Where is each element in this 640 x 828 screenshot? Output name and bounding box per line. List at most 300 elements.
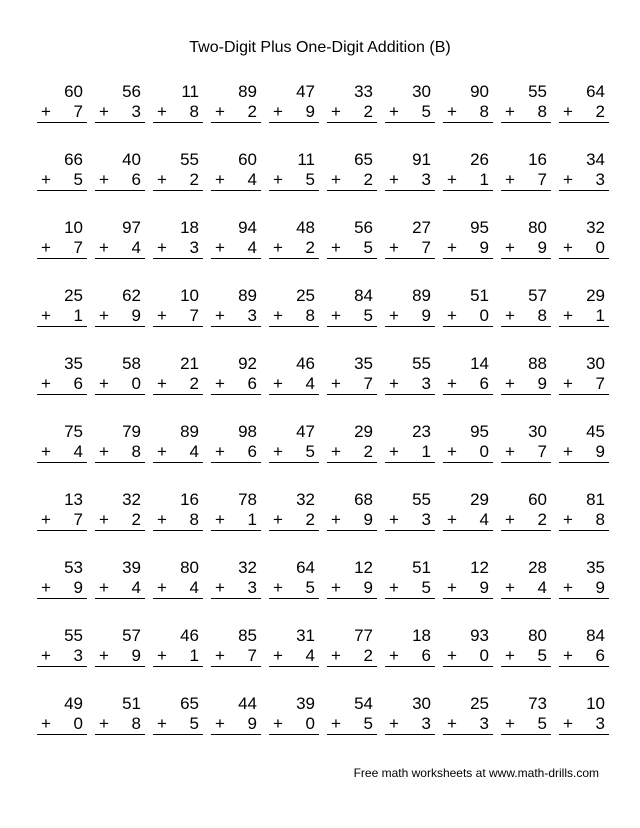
addition-problem xyxy=(145,287,203,355)
plus-sign: + xyxy=(505,510,515,529)
answer-line xyxy=(385,307,435,327)
first-addend: 55 xyxy=(412,354,431,373)
second-addend: 1 xyxy=(247,510,257,529)
plus-sign: + xyxy=(447,442,457,461)
answer-line xyxy=(95,647,145,667)
plus-sign: + xyxy=(389,238,399,257)
second-addend: 6 xyxy=(479,374,489,393)
plus-sign: + xyxy=(505,102,515,121)
first-addend: 62 xyxy=(122,286,141,305)
addition-problem xyxy=(319,219,377,287)
second-addend: 0 xyxy=(479,306,489,325)
addition-problem xyxy=(29,695,87,763)
second-addend: 5 xyxy=(363,714,373,733)
second-addend: 5 xyxy=(305,442,315,461)
second-addend: 7 xyxy=(537,442,547,461)
plus-sign: + xyxy=(331,374,341,393)
answer-line xyxy=(501,443,551,463)
addition-problem xyxy=(435,423,493,491)
plus-sign: + xyxy=(273,578,283,597)
addition-problem xyxy=(435,287,493,355)
second-addend: 6 xyxy=(421,646,431,665)
plus-sign: + xyxy=(331,306,341,325)
addition-problem xyxy=(435,695,493,763)
addition-problem xyxy=(203,423,261,491)
addition-problem xyxy=(261,695,319,763)
second-addend: 7 xyxy=(73,102,83,121)
addition-problem xyxy=(145,423,203,491)
answer-line xyxy=(153,171,203,191)
first-addend: 23 xyxy=(412,422,431,441)
second-addend: 2 xyxy=(363,170,373,189)
problem-row xyxy=(29,355,609,423)
plus-sign: + xyxy=(505,442,515,461)
addition-problem xyxy=(87,695,145,763)
second-addend: 7 xyxy=(537,170,547,189)
addition-problem xyxy=(377,83,435,151)
second-addend: 8 xyxy=(537,102,547,121)
answer-line xyxy=(385,375,435,395)
answer-line xyxy=(211,443,261,463)
answer-line xyxy=(269,647,319,667)
addition-problem xyxy=(493,491,551,559)
addition-problem xyxy=(435,355,493,423)
answer-line xyxy=(211,103,261,123)
answer-line xyxy=(211,511,261,531)
answer-line xyxy=(153,375,203,395)
addition-problem xyxy=(145,491,203,559)
plus-sign: + xyxy=(99,646,109,665)
addition-problem xyxy=(493,83,551,151)
plus-sign: + xyxy=(215,238,225,257)
second-addend: 1 xyxy=(73,306,83,325)
first-addend: 85 xyxy=(238,626,257,645)
answer-line xyxy=(559,715,609,735)
first-addend: 11 xyxy=(297,150,315,169)
first-addend: 32 xyxy=(238,558,257,577)
addition-problem xyxy=(29,627,87,695)
answer-line xyxy=(385,239,435,259)
addition-problem xyxy=(319,355,377,423)
plus-sign: + xyxy=(157,102,167,121)
plus-sign: + xyxy=(99,442,109,461)
plus-sign: + xyxy=(99,714,109,733)
answer-line xyxy=(443,307,493,327)
first-addend: 25 xyxy=(296,286,315,305)
plus-sign: + xyxy=(41,238,51,257)
first-addend: 26 xyxy=(470,150,489,169)
plus-sign: + xyxy=(505,170,515,189)
addition-problem xyxy=(377,423,435,491)
addition-problem xyxy=(377,287,435,355)
second-addend: 9 xyxy=(537,238,547,257)
answer-line xyxy=(153,307,203,327)
first-addend: 80 xyxy=(528,626,547,645)
second-addend: 0 xyxy=(131,374,141,393)
plus-sign: + xyxy=(215,442,225,461)
second-addend: 2 xyxy=(363,646,373,665)
answer-line xyxy=(211,239,261,259)
answer-line xyxy=(443,579,493,599)
addition-problem xyxy=(87,559,145,627)
addition-problem xyxy=(493,627,551,695)
answer-line xyxy=(501,171,551,191)
first-addend: 46 xyxy=(296,354,315,373)
addition-problem xyxy=(203,355,261,423)
answer-line xyxy=(443,647,493,667)
plus-sign: + xyxy=(563,374,573,393)
addition-problem xyxy=(29,491,87,559)
plus-sign: + xyxy=(273,714,283,733)
second-addend: 0 xyxy=(595,238,605,257)
second-addend: 5 xyxy=(363,238,373,257)
problem-row xyxy=(29,423,609,491)
answer-line xyxy=(153,239,203,259)
plus-sign: + xyxy=(563,170,573,189)
first-addend: 13 xyxy=(64,490,83,509)
second-addend: 7 xyxy=(73,238,83,257)
addition-problem xyxy=(377,219,435,287)
answer-line xyxy=(37,715,87,735)
plus-sign: + xyxy=(41,170,51,189)
plus-sign: + xyxy=(99,238,109,257)
first-addend: 34 xyxy=(586,150,605,169)
plus-sign: + xyxy=(331,238,341,257)
plus-sign: + xyxy=(157,578,167,597)
answer-line xyxy=(95,443,145,463)
second-addend: 6 xyxy=(595,646,605,665)
addition-problem xyxy=(377,491,435,559)
plus-sign: + xyxy=(41,510,51,529)
plus-sign: + xyxy=(215,102,225,121)
answer-line xyxy=(211,579,261,599)
answer-line xyxy=(327,307,377,327)
plus-sign: + xyxy=(389,646,399,665)
first-addend: 30 xyxy=(586,354,605,373)
second-addend: 7 xyxy=(595,374,605,393)
answer-line xyxy=(95,171,145,191)
plus-sign: + xyxy=(331,170,341,189)
addition-problem xyxy=(145,219,203,287)
plus-sign: + xyxy=(157,170,167,189)
first-addend: 10 xyxy=(180,286,199,305)
second-addend: 5 xyxy=(73,170,83,189)
first-addend: 88 xyxy=(528,354,547,373)
answer-line xyxy=(37,511,87,531)
first-addend: 54 xyxy=(354,694,373,713)
first-addend: 65 xyxy=(180,694,199,713)
answer-line xyxy=(559,375,609,395)
answer-line xyxy=(269,103,319,123)
plus-sign: + xyxy=(157,714,167,733)
first-addend: 12 xyxy=(354,558,373,577)
second-addend: 7 xyxy=(363,374,373,393)
plus-sign: + xyxy=(157,306,167,325)
first-addend: 18 xyxy=(180,218,199,237)
plus-sign: + xyxy=(99,102,109,121)
answer-line xyxy=(443,239,493,259)
answer-line xyxy=(385,647,435,667)
second-addend: 3 xyxy=(421,374,431,393)
plus-sign: + xyxy=(41,714,51,733)
second-addend: 7 xyxy=(189,306,199,325)
first-addend: 10 xyxy=(64,218,83,237)
second-addend: 2 xyxy=(305,510,315,529)
plus-sign: + xyxy=(563,714,573,733)
addition-problem xyxy=(29,355,87,423)
plus-sign: + xyxy=(447,714,457,733)
first-addend: 60 xyxy=(528,490,547,509)
answer-line xyxy=(153,647,203,667)
addition-problem xyxy=(203,83,261,151)
second-addend: 3 xyxy=(247,306,257,325)
addition-problem xyxy=(319,491,377,559)
first-addend: 51 xyxy=(122,694,141,713)
first-addend: 84 xyxy=(354,286,373,305)
addition-problem xyxy=(87,83,145,151)
second-addend: 5 xyxy=(421,578,431,597)
addition-problem xyxy=(551,355,609,423)
answer-line xyxy=(385,715,435,735)
answer-line xyxy=(385,511,435,531)
first-addend: 65 xyxy=(354,150,373,169)
plus-sign: + xyxy=(157,374,167,393)
first-addend: 64 xyxy=(296,558,315,577)
plus-sign: + xyxy=(331,102,341,121)
first-addend: 90 xyxy=(470,82,489,101)
plus-sign: + xyxy=(215,170,225,189)
addition-problem xyxy=(493,219,551,287)
second-addend: 9 xyxy=(363,510,373,529)
second-addend: 1 xyxy=(479,170,489,189)
addition-problem xyxy=(203,627,261,695)
second-addend: 5 xyxy=(537,714,547,733)
plus-sign: + xyxy=(157,238,167,257)
plus-sign: + xyxy=(331,646,341,665)
answer-line xyxy=(501,579,551,599)
first-addend: 58 xyxy=(122,354,141,373)
plus-sign: + xyxy=(505,374,515,393)
first-addend: 32 xyxy=(296,490,315,509)
second-addend: 9 xyxy=(479,238,489,257)
addition-problem xyxy=(203,287,261,355)
first-addend: 89 xyxy=(180,422,199,441)
first-addend: 64 xyxy=(586,82,605,101)
answer-line xyxy=(501,103,551,123)
second-addend: 9 xyxy=(305,102,315,121)
answer-line xyxy=(95,375,145,395)
answer-line xyxy=(95,103,145,123)
addition-problem xyxy=(261,627,319,695)
first-addend: 21 xyxy=(180,354,199,373)
first-addend: 16 xyxy=(180,490,199,509)
addition-problem xyxy=(551,695,609,763)
addition-problem xyxy=(493,355,551,423)
first-addend: 31 xyxy=(296,626,315,645)
addition-problem xyxy=(87,491,145,559)
second-addend: 3 xyxy=(73,646,83,665)
second-addend: 0 xyxy=(479,442,489,461)
plus-sign: + xyxy=(563,306,573,325)
answer-line xyxy=(95,307,145,327)
plus-sign: + xyxy=(331,714,341,733)
plus-sign: + xyxy=(447,578,457,597)
addition-problem xyxy=(377,559,435,627)
second-addend: 7 xyxy=(421,238,431,257)
answer-line xyxy=(385,579,435,599)
first-addend: 25 xyxy=(470,694,489,713)
answer-line xyxy=(37,647,87,667)
first-addend: 95 xyxy=(470,218,489,237)
answer-line xyxy=(443,103,493,123)
answer-line xyxy=(559,443,609,463)
second-addend: 4 xyxy=(305,374,315,393)
answer-line xyxy=(327,511,377,531)
answer-line xyxy=(153,715,203,735)
problem-row xyxy=(29,287,609,355)
plus-sign: + xyxy=(41,102,51,121)
addition-problem xyxy=(435,151,493,219)
plus-sign: + xyxy=(331,442,341,461)
second-addend: 4 xyxy=(537,578,547,597)
plus-sign: + xyxy=(41,578,51,597)
plus-sign: + xyxy=(215,646,225,665)
plus-sign: + xyxy=(215,510,225,529)
plus-sign: + xyxy=(273,238,283,257)
first-addend: 35 xyxy=(354,354,373,373)
addition-problem xyxy=(203,491,261,559)
first-addend: 46 xyxy=(180,626,199,645)
first-addend: 18 xyxy=(412,626,431,645)
first-addend: 89 xyxy=(238,286,257,305)
answer-line xyxy=(501,307,551,327)
second-addend: 9 xyxy=(537,374,547,393)
plus-sign: + xyxy=(505,306,515,325)
answer-line xyxy=(327,715,377,735)
addition-problem xyxy=(319,287,377,355)
first-addend: 45 xyxy=(586,422,605,441)
second-addend: 7 xyxy=(73,510,83,529)
second-addend: 9 xyxy=(595,578,605,597)
plus-sign: + xyxy=(99,306,109,325)
second-addend: 0 xyxy=(73,714,83,733)
second-addend: 2 xyxy=(305,238,315,257)
second-addend: 5 xyxy=(189,714,199,733)
first-addend: 68 xyxy=(354,490,373,509)
plus-sign: + xyxy=(563,442,573,461)
addition-problem xyxy=(29,151,87,219)
answer-line xyxy=(559,239,609,259)
plus-sign: + xyxy=(331,578,341,597)
second-addend: 8 xyxy=(131,714,141,733)
first-addend: 89 xyxy=(412,286,431,305)
first-addend: 55 xyxy=(412,490,431,509)
second-addend: 3 xyxy=(421,170,431,189)
addition-problem xyxy=(87,627,145,695)
plus-sign: + xyxy=(273,170,283,189)
problem-row xyxy=(29,83,609,151)
second-addend: 2 xyxy=(189,170,199,189)
second-addend: 6 xyxy=(73,374,83,393)
answer-line xyxy=(559,511,609,531)
addition-problem xyxy=(261,559,319,627)
second-addend: 9 xyxy=(479,578,489,597)
problem-row xyxy=(29,627,609,695)
answer-line xyxy=(269,511,319,531)
second-addend: 9 xyxy=(595,442,605,461)
first-addend: 25 xyxy=(64,286,83,305)
answer-line xyxy=(327,375,377,395)
addition-problem xyxy=(551,151,609,219)
addition-problem xyxy=(319,695,377,763)
first-addend: 30 xyxy=(528,422,547,441)
first-addend: 32 xyxy=(122,490,141,509)
first-addend: 10 xyxy=(586,694,605,713)
answer-line xyxy=(153,511,203,531)
addition-problem xyxy=(29,423,87,491)
second-addend: 1 xyxy=(595,306,605,325)
first-addend: 29 xyxy=(354,422,373,441)
plus-sign: + xyxy=(273,306,283,325)
answer-line xyxy=(443,511,493,531)
addition-problem xyxy=(493,151,551,219)
answer-line xyxy=(153,103,203,123)
plus-sign: + xyxy=(389,374,399,393)
plus-sign: + xyxy=(389,102,399,121)
plus-sign: + xyxy=(157,510,167,529)
answer-line xyxy=(269,715,319,735)
answer-line xyxy=(385,443,435,463)
plus-sign: + xyxy=(41,306,51,325)
first-addend: 51 xyxy=(470,286,489,305)
plus-sign: + xyxy=(563,238,573,257)
first-addend: 80 xyxy=(180,558,199,577)
addition-problem xyxy=(203,219,261,287)
problem-row xyxy=(29,695,609,763)
addition-problem xyxy=(551,287,609,355)
second-addend: 4 xyxy=(305,646,315,665)
first-addend: 56 xyxy=(354,218,373,237)
plus-sign: + xyxy=(563,102,573,121)
plus-sign: + xyxy=(505,238,515,257)
answer-line xyxy=(37,103,87,123)
first-addend: 30 xyxy=(412,694,431,713)
first-addend: 32 xyxy=(586,218,605,237)
plus-sign: + xyxy=(215,374,225,393)
second-addend: 4 xyxy=(247,238,257,257)
plus-sign: + xyxy=(273,442,283,461)
addition-problem xyxy=(29,219,87,287)
plus-sign: + xyxy=(41,442,51,461)
plus-sign: + xyxy=(447,306,457,325)
plus-sign: + xyxy=(563,578,573,597)
addition-problem xyxy=(377,627,435,695)
first-addend: 39 xyxy=(122,558,141,577)
second-addend: 3 xyxy=(421,510,431,529)
first-addend: 12 xyxy=(470,558,489,577)
first-addend: 49 xyxy=(64,694,83,713)
first-addend: 60 xyxy=(64,82,83,101)
addition-problem xyxy=(261,287,319,355)
addition-problem xyxy=(145,559,203,627)
first-addend: 84 xyxy=(586,626,605,645)
problem-row xyxy=(29,491,609,559)
first-addend: 16 xyxy=(528,150,547,169)
plus-sign: + xyxy=(41,646,51,665)
second-addend: 8 xyxy=(479,102,489,121)
second-addend: 8 xyxy=(595,510,605,529)
plus-sign: + xyxy=(447,238,457,257)
